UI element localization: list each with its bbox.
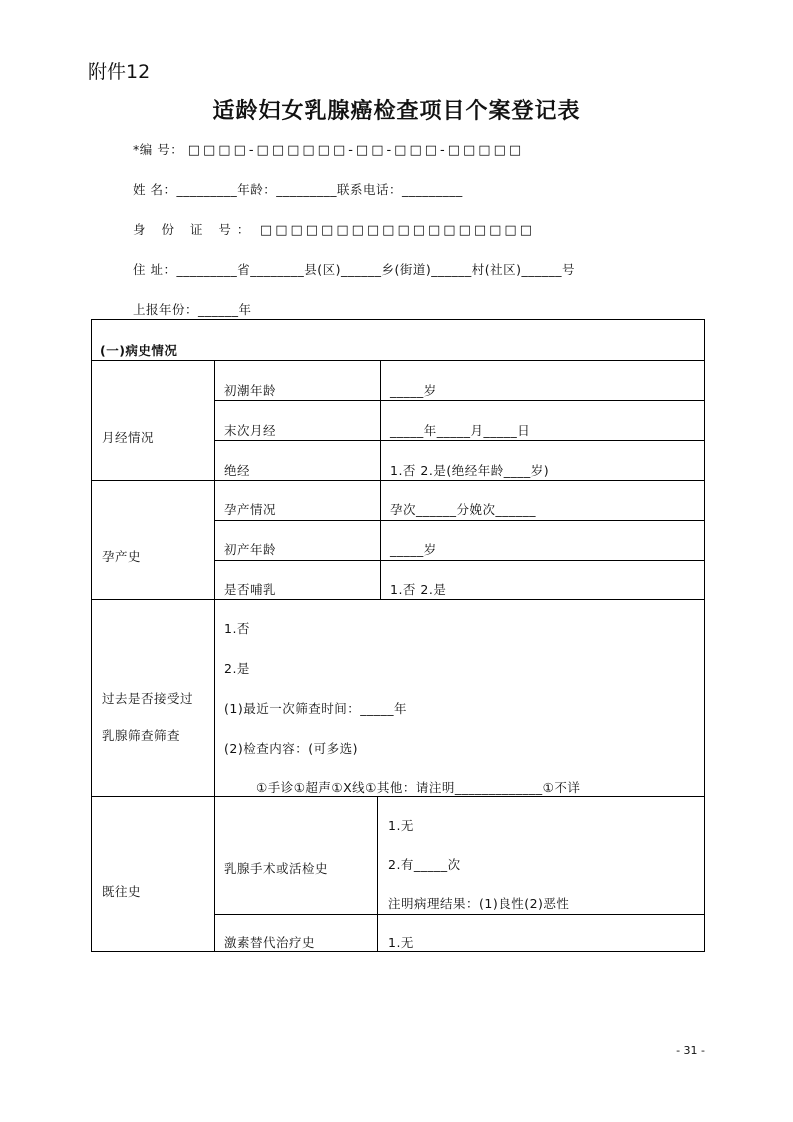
table-divider xyxy=(91,480,705,481)
screening-content-label: (2)检查内容：(可多选) xyxy=(224,741,358,756)
table-divider xyxy=(214,520,705,521)
table-divider xyxy=(214,360,215,952)
screening-option-yes[interactable]: 2.是 xyxy=(224,661,250,676)
screening-content-options[interactable]: ①手诊①超声①X线①其他：请注明_____________①不详 xyxy=(256,780,581,795)
table-divider xyxy=(91,360,705,361)
last-screening-time-field[interactable]: (1)最近一次筛查时间：_____年 xyxy=(224,701,407,716)
breastfeeding-field[interactable]: 1.否 2.是 xyxy=(390,582,447,597)
menstruation-label: 月经情况 xyxy=(102,430,155,445)
address-row[interactable]: 住 址：_________省________县(区)______乡(街道)______村(社区)______号 xyxy=(133,262,575,277)
menopause-label: 绝经 xyxy=(224,463,251,478)
table-divider xyxy=(377,796,378,952)
surgery-option-yes[interactable]: 2.有_____次 xyxy=(388,857,461,872)
section-title: (一)病史情况 xyxy=(100,343,178,358)
breast-surgery-label: 乳腺手术或活检史 xyxy=(224,861,329,876)
serial-number-boxes[interactable]: □□□□-□□□□□□-□□-□□□-□□□□□ xyxy=(187,143,525,158)
table-divider xyxy=(91,599,705,600)
name-age-phone-row[interactable]: 姓 名：_________年龄：_________联系电话：_________ xyxy=(133,182,463,197)
table-divider xyxy=(214,440,705,441)
id-number-label: 身 份 证 号： xyxy=(133,222,256,237)
page-number: - 31 - xyxy=(676,1044,705,1057)
screening-label-line1: 过去是否接受过 xyxy=(102,691,194,706)
serial-number-row xyxy=(133,140,524,158)
attachment-label: 附件12 xyxy=(88,61,151,83)
id-number-boxes[interactable]: □□□□□□□□□□□□□□□□□□ xyxy=(259,223,535,238)
table-divider xyxy=(380,360,381,600)
hormone-option-none[interactable]: 1.无 xyxy=(388,935,414,950)
report-year-row[interactable]: 上报年份：______年 xyxy=(133,302,252,317)
screening-label-line2: 乳腺筛查筛查 xyxy=(102,728,181,743)
table-divider xyxy=(214,400,705,401)
pathology-result-field[interactable]: 注明病理结果：(1)良性(2)恶性 xyxy=(388,896,570,911)
last-period-label: 末次月经 xyxy=(224,423,277,438)
first-birth-age-label: 初产年龄 xyxy=(224,542,277,557)
pregnancy-label: 孕产史 xyxy=(102,549,142,564)
first-birth-age-field[interactable]: _____岁 xyxy=(390,542,437,557)
serial-number-label: *编 号： xyxy=(133,142,184,157)
table-divider xyxy=(214,914,705,915)
pregnancy-status-field[interactable]: 孕次______分娩次______ xyxy=(390,502,537,517)
table-divider xyxy=(91,796,705,797)
menopause-field[interactable]: 1.否 2.是(绝经年龄____岁) xyxy=(390,463,550,478)
menarche-age-label: 初潮年龄 xyxy=(224,383,277,398)
id-number-row xyxy=(133,220,535,238)
past-history-label: 既往史 xyxy=(102,884,142,899)
menarche-age-field[interactable]: _____岁 xyxy=(390,383,437,398)
screening-option-no[interactable]: 1.否 xyxy=(224,621,250,636)
page-title: 适龄妇女乳腺癌检查项目个案登记表 xyxy=(212,99,581,124)
surgery-option-none[interactable]: 1.无 xyxy=(388,818,414,833)
pregnancy-status-label: 孕产情况 xyxy=(224,502,277,517)
breastfeeding-label: 是否哺乳 xyxy=(224,582,277,597)
table-divider xyxy=(214,560,705,561)
last-period-field[interactable]: _____年_____月_____日 xyxy=(390,423,531,438)
hormone-therapy-label: 激素替代治疗史 xyxy=(224,935,316,950)
